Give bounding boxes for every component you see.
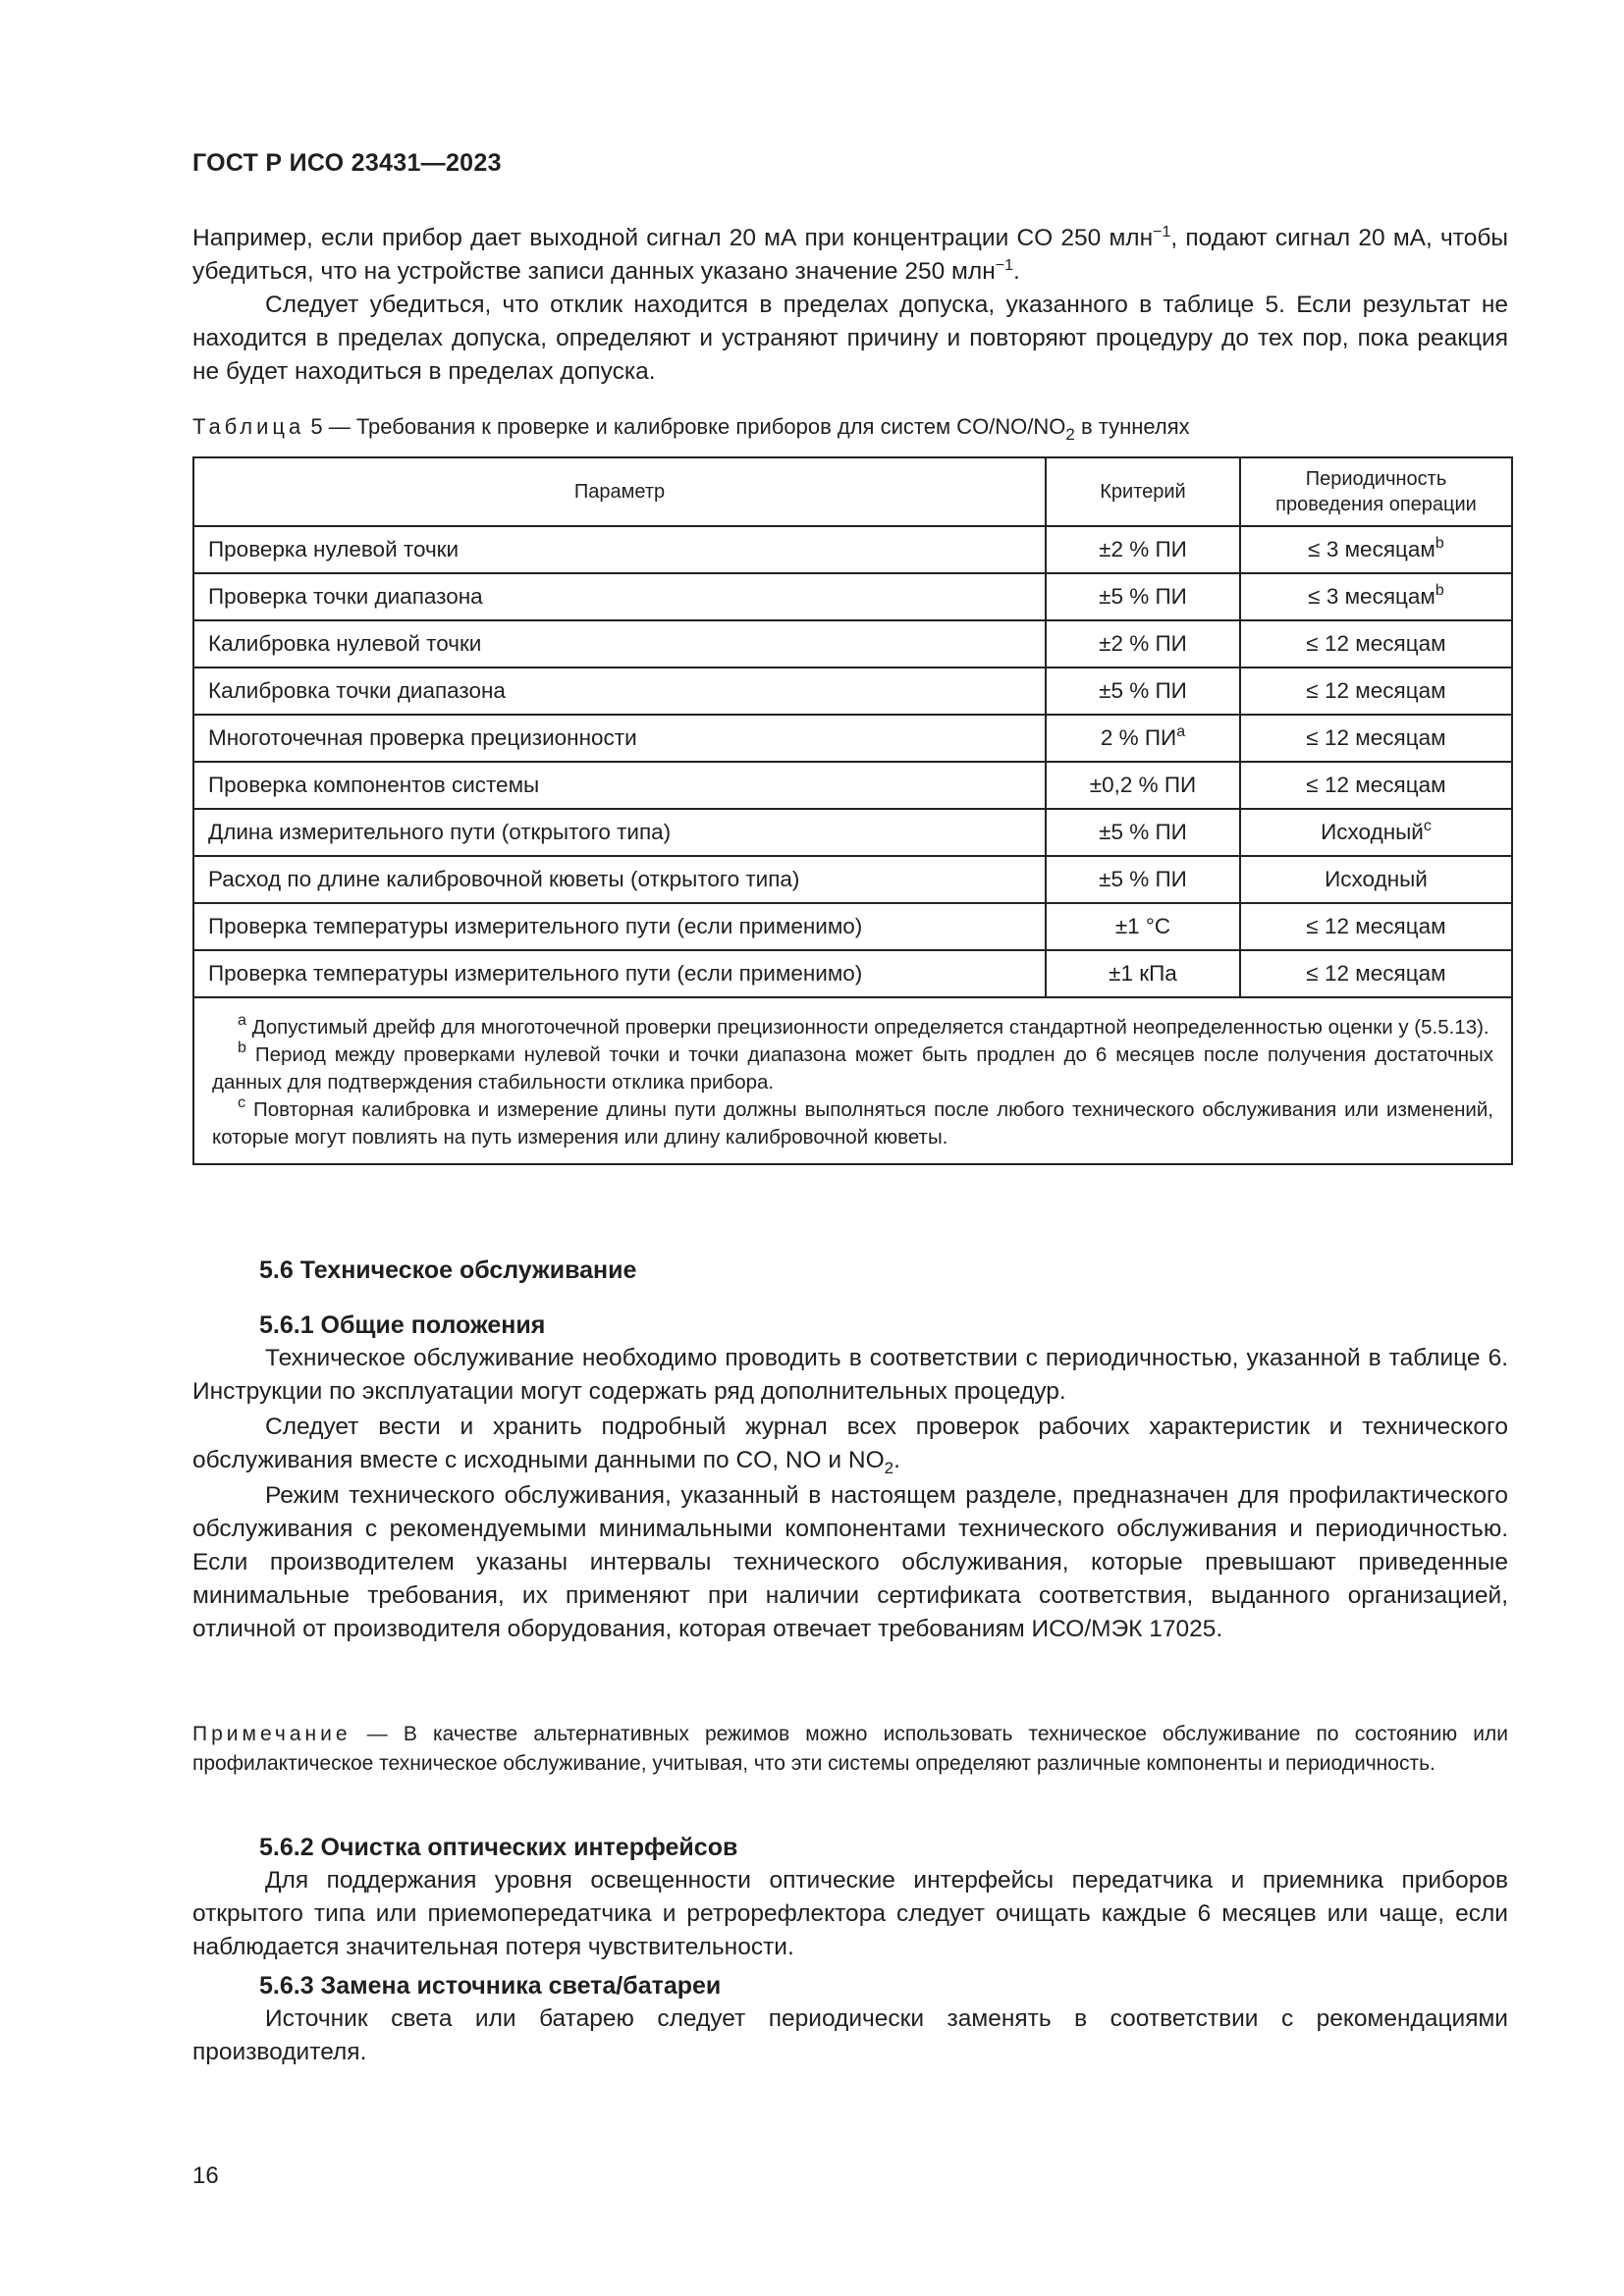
subsection-heading-5-6-1: 5.6.1 Общие положения bbox=[259, 1311, 546, 1339]
cell-parameter: Проверка температуры измерительного пути (если применимо) bbox=[193, 903, 1046, 950]
table-row bbox=[193, 809, 1512, 856]
table-row bbox=[193, 526, 1512, 573]
cell-criterion: ±5 % ПИ bbox=[1046, 667, 1240, 715]
cell-criterion: ±2 % ПИ bbox=[1046, 526, 1240, 573]
paragraph: Источник света или батарею следует периодически заменять в соответствии с рекомендациями производителя. bbox=[192, 2005, 1508, 2065]
cell-period: ≤ 12 месяцам bbox=[1240, 950, 1512, 997]
document-header: ГОСТ Р ИСО 23431—2023 bbox=[192, 149, 502, 177]
table-row bbox=[193, 667, 1512, 715]
table-note-c: $^c$ Повторная калибровка и измерение длины пути должны выполняться после любого технического обслуживания или изменений, которые могут повлиять на путь измерения или длину калибровочной кюветы. bbox=[212, 1095, 1493, 1148]
table-notes bbox=[193, 997, 1512, 1164]
cell-criterion: ±5 % ПИ bbox=[1046, 573, 1240, 620]
section-5-6-1-text bbox=[192, 1342, 1508, 1646]
cell-parameter: Многоточечная проверка прецизионности bbox=[193, 715, 1046, 762]
paragraph: Режим технического обслуживания, указанный в настоящем разделе, предназначен для профилактического обслуживания с рекомендуемыми минимальными компонентами технического обслуживания и периодичностью. Если производителем указаны интервалы технического обслуживания, которые превышают приведенные минимальные требования, их применяют при наличии сертификата соответствия, выданного организацией, отличной от производителя оборудования, которая отвечает требованиям ИСО/МЭК 17025. bbox=[192, 1482, 1508, 1642]
footnote-mark: b bbox=[1435, 582, 1444, 599]
cell-period: Исходный$^c$ bbox=[1240, 809, 1512, 856]
cell-parameter: Калибровка нулевой точки bbox=[193, 620, 1046, 667]
table-row bbox=[193, 620, 1512, 667]
cell-period: Исходный bbox=[1240, 856, 1512, 903]
cell-period: ≤ 3 месяцам$^b$ bbox=[1240, 573, 1512, 620]
cell-period: ≤ 12 месяцам bbox=[1240, 667, 1512, 715]
cell-period: ≤ 12 месяцам bbox=[1240, 762, 1512, 809]
subsection-heading-5-6-2: 5.6.2 Очистка оптических интерфейсов bbox=[259, 1834, 738, 1861]
cell-period: ≤ 12 месяцам bbox=[1240, 620, 1512, 667]
table-row bbox=[193, 856, 1512, 903]
paragraph: Следует вести и хранить подробный журнал всех проверок рабочих характеристик и технического обслуживания вместе с исходными данными по CO, NO и $NO_2$. bbox=[192, 1414, 1508, 1477]
note-text: — В качестве альтернативных режимов можно использовать техническое обслуживание по состоянию или профилактическое техническое обслуживание, учитывая, что эти системы определяют различные компоненты и периодичность. bbox=[192, 1723, 1508, 1775]
table-note-b: $^b$ Период между проверками нулевой точки и точки диапазона может быть продлен до 6 месяцев после получения достаточных данных для подтверждения стабильности отклика прибора. bbox=[212, 1040, 1493, 1094]
intro-text bbox=[192, 222, 1508, 389]
cell-criterion: ±1 °C bbox=[1046, 903, 1240, 950]
paragraph: Для поддержания уровня освещенности оптические интерфейсы передатчика и приемника приборов открытого типа или приемопередатчика и ретрорефлектора следует очищать каждые 6 месяцев или чаще, если наблюдается значительная потеря чувствительности. bbox=[192, 1867, 1508, 1960]
cell-parameter: Проверка температуры измерительного пути (если применимо) bbox=[193, 950, 1046, 997]
table-row bbox=[193, 762, 1512, 809]
table-caption: Таблица 5 — Требования к проверке и калибровке приборов для систем $CO/NO/NO_2$ в туннелях bbox=[192, 414, 1190, 444]
cell-parameter: Калибровка точки диапазона bbox=[193, 667, 1046, 715]
cell-period: ≤ 12 месяцам bbox=[1240, 903, 1512, 950]
footnote-mark: b bbox=[1435, 535, 1444, 552]
page-number: 16 bbox=[192, 2163, 219, 2189]
column-header-criterion: Критерий bbox=[1046, 457, 1240, 526]
cell-criterion: ±0,2 % ПИ bbox=[1046, 762, 1240, 809]
table-notes-row bbox=[193, 997, 1512, 1164]
footnote-mark: c bbox=[1423, 818, 1432, 834]
cell-parameter: Проверка точки диапазона bbox=[193, 573, 1046, 620]
section-heading-5-6: 5.6 Техническое обслуживание bbox=[259, 1256, 637, 1284]
note-label: Примечание bbox=[192, 1723, 352, 1745]
note bbox=[192, 1720, 1508, 1779]
section-5-6-3-text bbox=[192, 2002, 1508, 2069]
table-note-a: $^a$ Допустимый дрейф для многоточечной проверки прецизионности определяется стандартной неопределенностью оценки y (5.5.13). bbox=[238, 1012, 1489, 1039]
intro-paragraph-2: Следует убедиться, что отклик находится в пределах допуска, указанного в таблице 5. Если результат не находится в пределах допуска, определяют и устраняют причину и повторяют процедуру до тех пор, пока реакция не будет находиться в пределах допуска. bbox=[192, 292, 1508, 385]
footnote-mark: a bbox=[1176, 723, 1186, 740]
column-header-parameter: Параметр bbox=[193, 457, 1046, 526]
table-row bbox=[193, 903, 1512, 950]
cell-parameter: Проверка компонентов системы bbox=[193, 762, 1046, 809]
subsection-heading-5-6-3: 5.6.3 Замена источника света/батареи bbox=[259, 1972, 722, 2000]
cell-criterion: ±5 % ПИ bbox=[1046, 809, 1240, 856]
table-row bbox=[193, 573, 1512, 620]
table-row bbox=[193, 950, 1512, 997]
cell-period: ≤ 12 месяцам bbox=[1240, 715, 1512, 762]
requirements-table bbox=[192, 456, 1513, 1165]
cell-criterion: ±2 % ПИ bbox=[1046, 620, 1240, 667]
cell-criterion: 2 % $ПИ^a$ bbox=[1046, 715, 1240, 762]
intro-paragraph-1: Например, если прибор дает выходной сигнал 20 мА при концентрации CO 250 млн$^{-1}$, подают сигнал 20 мА, чтобы убедиться, что на устройстве записи данных указано значение 250 млн$^{-1}$. bbox=[192, 224, 1508, 285]
section-5-6-2-text bbox=[192, 1864, 1508, 1964]
paragraph: Техническое обслуживание необходимо проводить в соответствии с периодичностью, указанной в таблице 6. Инструкции по эксплуатации могут содержать ряд дополнительных процедур. bbox=[192, 1345, 1508, 1405]
cell-parameter: Расход по длине калибровочной кюветы (открытого типа) bbox=[193, 856, 1046, 903]
cell-criterion: ±1 кПа bbox=[1046, 950, 1240, 997]
cell-period: ≤ 3 месяцам$^b$ bbox=[1240, 526, 1512, 573]
cell-parameter: Длина измерительного пути (открытого типа) bbox=[193, 809, 1046, 856]
table-header-row bbox=[193, 457, 1512, 526]
column-header-period: Периодичность проведения операции bbox=[1240, 457, 1512, 526]
table-row bbox=[193, 715, 1512, 762]
cell-criterion: ±5 % ПИ bbox=[1046, 856, 1240, 903]
cell-parameter: Проверка нулевой точки bbox=[193, 526, 1046, 573]
